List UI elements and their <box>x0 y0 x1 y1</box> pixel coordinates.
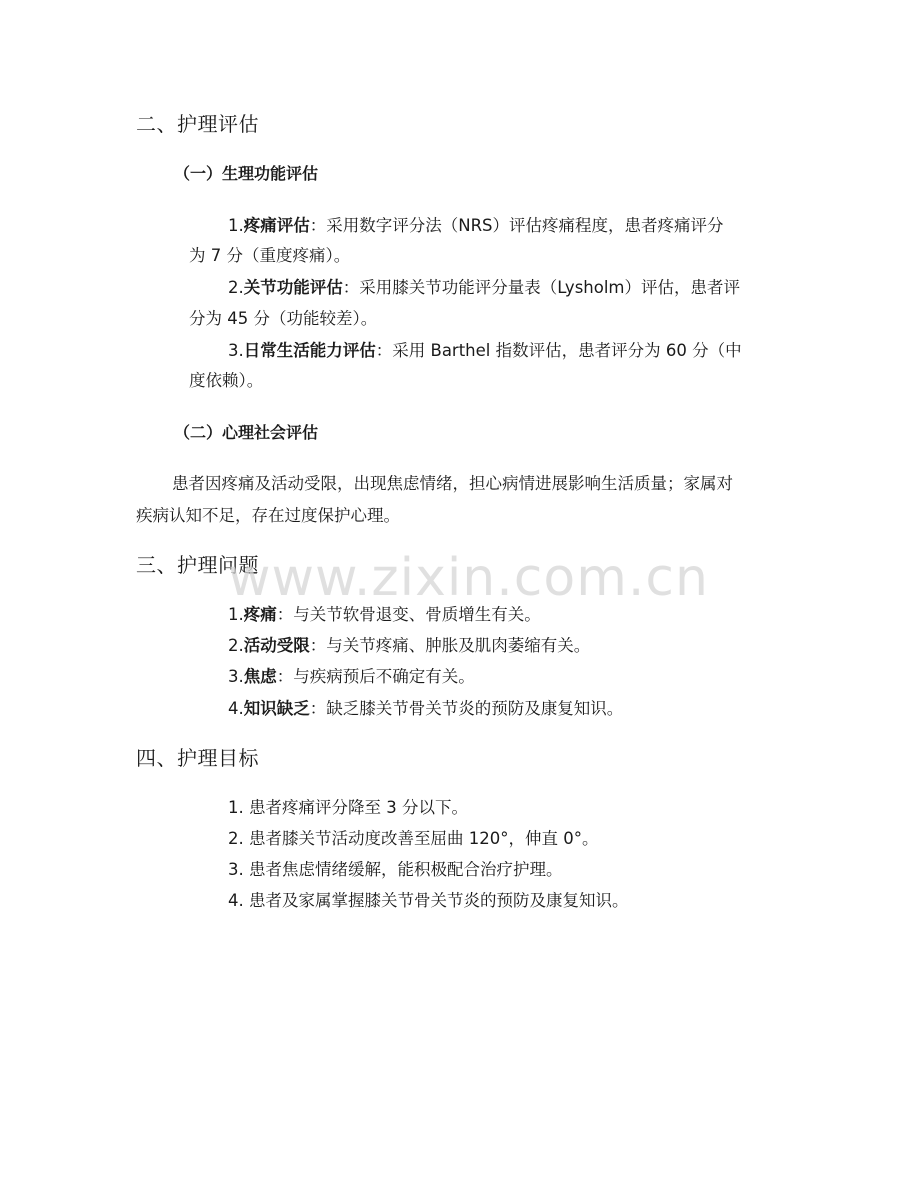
physio-item-3 <box>228 340 742 362</box>
physio-item-2 <box>228 277 740 299</box>
item-text: ：采用数字评分法（NRS）评估疼痛程度，患者疼痛评分 <box>309 216 724 235</box>
physio-item-3-cont: 度依赖）。 <box>189 371 264 390</box>
psych-paragraph-line-2: 疾病认知不足，存在过度保护心理。 <box>136 506 400 525</box>
item-text: ：与关节软骨退变、骨质增生有关。 <box>276 605 541 624</box>
item-term: 关节功能评估 <box>243 278 343 297</box>
item-term: 活动受限 <box>243 636 310 655</box>
item-text: ：采用膝关节功能评分量表（Lysholm）评估，患者评 <box>342 278 740 297</box>
subsection-title-physio: （一）生理功能评估 <box>174 164 319 183</box>
item-number: 3. <box>228 341 244 360</box>
item-number: 1. <box>228 605 244 624</box>
section-title-goals: 四、护理目标 <box>136 746 259 770</box>
physio-item-1 <box>228 215 724 237</box>
item-term: 疼痛评估 <box>243 216 310 235</box>
item-number: 2. <box>228 278 244 297</box>
item-text: ：与关节疼痛、肿胀及肌肉萎缩有关。 <box>309 636 591 655</box>
item-number: 3. <box>228 667 244 686</box>
section-title-problems: 三、护理问题 <box>136 553 259 577</box>
physio-item-2-cont: 分为 45 分（功能较差）。 <box>189 309 378 328</box>
goal-item-1: 1. 患者疼痛评分降至 3 分以下。 <box>228 798 468 817</box>
psych-paragraph-line-1: 患者因疼痛及活动受限，出现焦虑情绪，担心病情进展影响生活质量；家属对 <box>172 474 733 493</box>
problem-item-3 <box>228 666 475 688</box>
item-number: 4. <box>228 699 244 718</box>
goal-item-2: 2. 患者膝关节活动度改善至屈曲 120°，伸直 0°。 <box>228 829 599 848</box>
section-title-assessment: 二、护理评估 <box>136 112 259 136</box>
problem-item-2 <box>228 635 590 657</box>
watermark: www.zixin.com.cn <box>228 548 709 608</box>
item-number: 1. <box>228 216 244 235</box>
goal-item-3: 3. 患者焦虑情绪缓解，能积极配合治疗护理。 <box>228 860 563 879</box>
subsection-title-psych: （二）心理社会评估 <box>174 423 319 442</box>
goal-item-4: 4. 患者及家属掌握膝关节骨关节炎的预防及康复知识。 <box>228 891 629 910</box>
item-text: ：采用 Barthel 指数评估，患者评分为 60 分（中 <box>375 341 742 360</box>
problem-item-4 <box>228 698 623 720</box>
item-number: 2. <box>228 636 244 655</box>
item-term: 知识缺乏 <box>243 699 310 718</box>
item-text: ：与疾病预后不确定有关。 <box>276 667 475 686</box>
item-term: 焦虑 <box>243 667 277 686</box>
item-text: ：缺乏膝关节骨关节炎的预防及康复知识。 <box>309 699 624 718</box>
physio-item-1-cont: 为 7 分（重度疼痛）。 <box>189 246 351 265</box>
item-term: 疼痛 <box>243 605 277 624</box>
item-term: 日常生活能力评估 <box>243 341 376 360</box>
